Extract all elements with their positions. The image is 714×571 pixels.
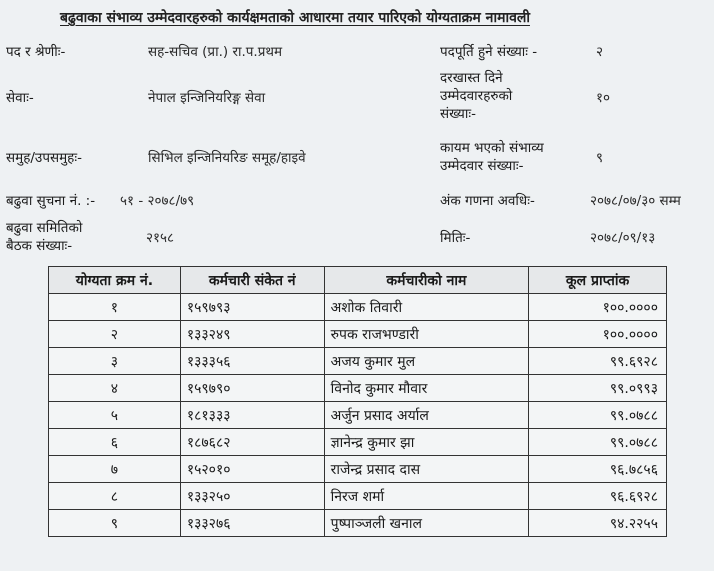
- service-value: नेपाल इन्जिनियरिङ्ग सेवा: [148, 90, 266, 106]
- service-label: सेवाः-: [6, 90, 34, 106]
- rank-cell: ५: [49, 402, 181, 429]
- name-cell: राजेन्द्र प्रसाद दास: [324, 456, 529, 483]
- meeting-label-line1: बढुवा समितिको: [6, 220, 83, 236]
- counting-value: २०७८/०७/३० सम्म: [590, 193, 681, 209]
- name-cell: ज्ञानेन्द्र कुमार झा: [324, 429, 529, 456]
- group-value: सिभिल इन्जिनियरिङ समूह/हाइवे: [148, 150, 306, 166]
- score-cell: ९९.०९९३: [529, 375, 667, 402]
- name-cell: अशोक तिवारी: [324, 294, 529, 321]
- name-cell: निरज शर्मा: [324, 483, 529, 510]
- code-cell: १३३३५६: [180, 348, 324, 375]
- table-header-row: [49, 267, 667, 294]
- rank-cell: ८: [49, 483, 181, 510]
- table-row: [49, 456, 667, 483]
- table-row: [49, 483, 667, 510]
- document-title: बढुवाका संभाव्य उम्मेदवारहरुको कार्यक्षमताको आधारमा तयार पारिएको योग्यताक्रम नामावली: [60, 10, 530, 26]
- score-cell: ९६.६९२८: [529, 483, 667, 510]
- score-cell: ९९.०७८८: [529, 402, 667, 429]
- rank-cell: १: [49, 294, 181, 321]
- code-cell: १५२०१०: [180, 456, 324, 483]
- score-cell: ९६.७८५६: [529, 456, 667, 483]
- header-employee-name: कर्मचारीको नाम: [324, 267, 529, 294]
- rank-cell: ३: [49, 348, 181, 375]
- code-cell: १८१३३३: [180, 402, 324, 429]
- rank-cell: ४: [49, 375, 181, 402]
- meeting-value: २१५८: [146, 230, 175, 246]
- rank-cell: २: [49, 321, 181, 348]
- notice-value: ५१ - २०७८/७९: [120, 193, 195, 209]
- applicants-label-line2: उम्मेदवारहरुको: [440, 88, 513, 104]
- merit-list-table: [48, 266, 667, 537]
- name-cell: अर्जुन प्रसाद अर्याल: [324, 402, 529, 429]
- code-cell: १५९७९०: [180, 375, 324, 402]
- established-label-line1: कायम भएको संभाव्य: [440, 140, 544, 156]
- name-cell: विनोद कुमार मौवार: [324, 375, 529, 402]
- table-row: [49, 375, 667, 402]
- table-row: [49, 321, 667, 348]
- vacancy-label: पदपूर्ति हुने संख्याः -: [440, 44, 538, 60]
- name-cell: पुष्पाञ्जली खनाल: [324, 510, 529, 537]
- rank-cell: ७: [49, 456, 181, 483]
- vacancy-value: २: [596, 44, 604, 60]
- name-cell: अजय कुमार मुल: [324, 348, 529, 375]
- counting-label: अंक गणना अवधिः-: [440, 193, 535, 209]
- header-total-score: कूल प्राप्तांक: [529, 267, 667, 294]
- date-label: मितिः-: [440, 230, 471, 246]
- established-value: ९: [596, 150, 604, 166]
- score-cell: १००.००००: [529, 294, 667, 321]
- header-employee-code: कर्मचारी संकेत नं: [180, 267, 324, 294]
- code-cell: १३३२७६: [180, 510, 324, 537]
- name-cell: रुपक राजभण्डारी: [324, 321, 529, 348]
- table-row: [49, 348, 667, 375]
- post-value: सह-सचिव (प्रा.) रा.प.प्रथम: [148, 44, 283, 60]
- meeting-label-line2: बैठक संख्याः-: [6, 238, 73, 254]
- applicants-value: १०: [596, 90, 611, 106]
- table-row: [49, 402, 667, 429]
- group-label: समुह/उपसमुहः-: [6, 150, 82, 166]
- table-row: [49, 429, 667, 456]
- applicants-label-line3: संख्याः-: [440, 106, 476, 122]
- applicants-label-line1: दरखास्त दिने: [440, 70, 503, 86]
- code-cell: १८७६८२: [180, 429, 324, 456]
- header-rank: योग्यता क्रम नं.: [49, 267, 181, 294]
- score-cell: १००.००००: [529, 321, 667, 348]
- post-label: पद र श्रेणीः-: [6, 44, 66, 60]
- table-row: [49, 510, 667, 537]
- established-label-line2: उम्मेदवार संख्याः-: [440, 158, 524, 174]
- code-cell: १३३२५०: [180, 483, 324, 510]
- rank-cell: ६: [49, 429, 181, 456]
- code-cell: १३३२४९: [180, 321, 324, 348]
- code-cell: १५९७९३: [180, 294, 324, 321]
- table-row: [49, 294, 667, 321]
- score-cell: ९९.०७८८: [529, 429, 667, 456]
- notice-label: बढुवा सुचना नं. :-: [6, 193, 96, 209]
- score-cell: ९९.६९२८: [529, 348, 667, 375]
- date-value: २०७८/०९/१३: [590, 230, 656, 246]
- rank-cell: ९: [49, 510, 181, 537]
- score-cell: ९४.२२५५: [529, 510, 667, 537]
